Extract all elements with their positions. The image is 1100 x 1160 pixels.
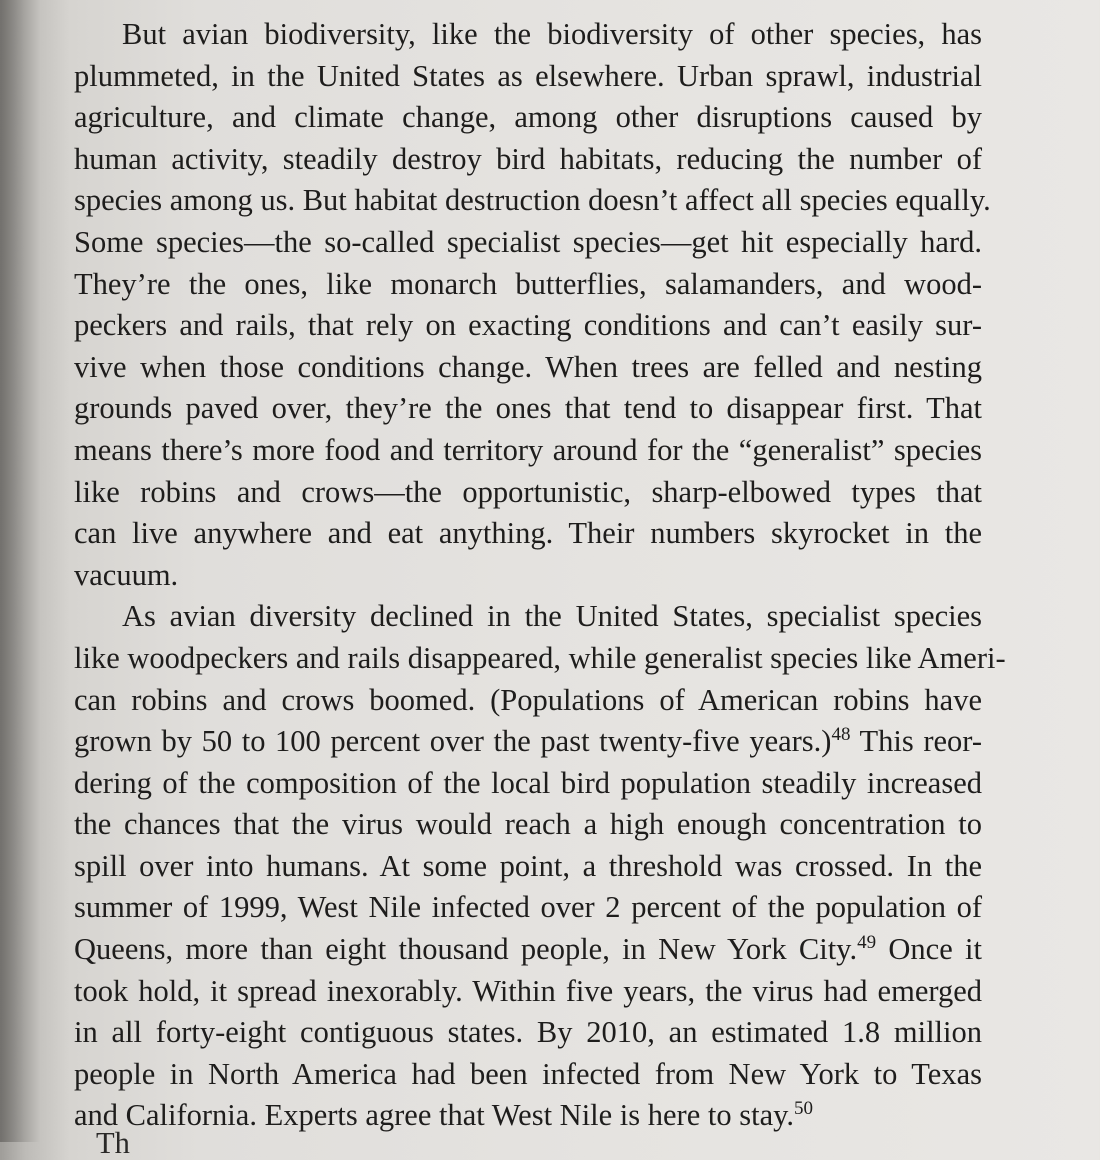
text-line-with-note-50 (74, 1095, 982, 1137)
text-line: plummeted, in the United States as elsewhere. Urban sprawl, industrial (74, 58, 982, 93)
text-line-with-note-48 (74, 721, 982, 763)
paragraph-2 (74, 596, 1006, 1137)
text-line: But avian biodiversity, like the biodiversity of other species, has (122, 17, 982, 51)
text-line: human activity, steadily destroy bird habitats, reducing the number of (74, 141, 982, 176)
text-line: like robins and crows—the opportunistic, sharp-elbowed types that (74, 474, 982, 509)
text-line: took hold, it spread inexorably. Within five years, the virus had emerged (74, 973, 982, 1008)
paragraph-1 (74, 14, 991, 596)
text-line: spill over into humans. At some point, a threshold was crossed. In the (74, 848, 982, 883)
text-segment: Once it (876, 932, 982, 967)
text-line: people in North America had been infected from New York to Texas (74, 1056, 982, 1091)
text-line: They’re the ones, like monarch butterflies, salamanders, and wood- (74, 266, 982, 301)
text-segment: grown by 50 to 100 percent over the past twenty-five years.) (74, 724, 832, 759)
footnote-ref-48: 48 (831, 723, 851, 745)
body-text (74, 14, 1006, 1137)
text-line: species among us. But habitat destruction doesn’t affect all species equally. (74, 183, 991, 218)
text-line: As avian diversity declined in the United States, specialist species (122, 599, 982, 634)
text-segment: and California. Experts agree that West Nile is here to stay. (74, 1098, 794, 1133)
text-line: means there’s more food and territory around for the “generalist” species (74, 432, 982, 467)
text-line: in all forty-eight contiguous states. By 2010, an estimated 1.8 million (74, 1015, 982, 1050)
book-spine-shadow (0, 0, 40, 1142)
text-line: vive when those conditions change. When trees are felled and nesting (74, 349, 982, 384)
text-line: agriculture, and climate change, among other disruptions caused by (74, 100, 982, 135)
text-line: grounds paved over, they’re the ones that tend to disappear first. That (74, 391, 982, 426)
footnote-ref-50: 50 (794, 1098, 813, 1120)
footnote-ref-49: 49 (857, 931, 877, 953)
text-line-with-note-49 (74, 929, 982, 971)
text-line: Some species—the so-called specialist species—get hit especially hard. (74, 224, 982, 259)
text-segment: Queens, more than eight thousand people, in New York City. (74, 932, 858, 967)
text-line: vacuum. (74, 557, 179, 592)
text-line: can robins and crows boomed. (Populations of American robins have (74, 682, 982, 717)
text-line: the chances that the virus would reach a high enough concentration to (74, 807, 982, 842)
text-line: can live anywhere and eat anything. Their numbers skyrocket in the (74, 516, 982, 551)
text-line: summer of 1999, West Nile infected over 2 percent of the population of (74, 890, 982, 925)
next-line-fragment: Th (96, 1126, 130, 1160)
text-line: dering of the composition of the local bird population steadily increased (74, 765, 982, 800)
text-segment: This reor- (850, 724, 982, 759)
text-line: like woodpeckers and rails disappeared, while generalist species like Ameri- (74, 640, 1006, 675)
text-line: peckers and rails, that rely on exacting conditions and can’t easily sur- (74, 308, 982, 343)
